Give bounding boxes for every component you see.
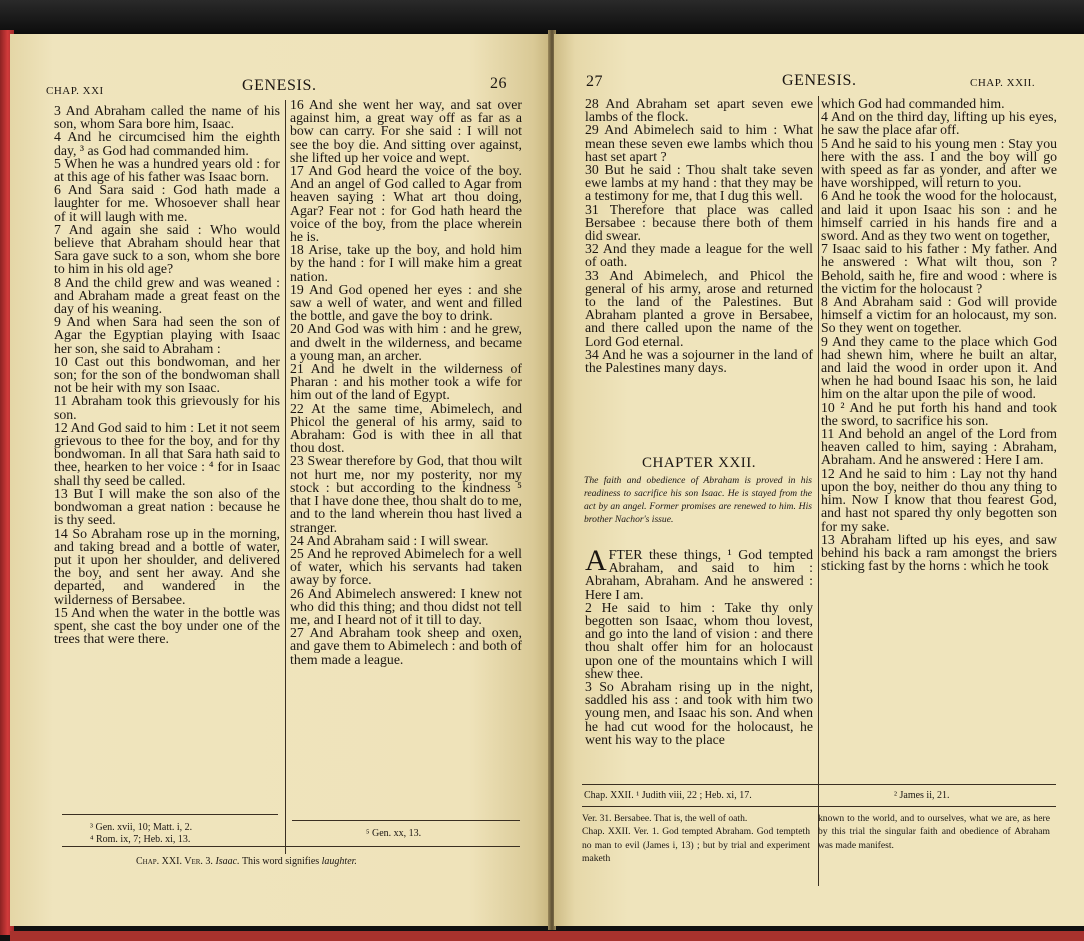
column-rule bbox=[818, 96, 819, 886]
verse: 18 Arise, take up the boy, and hold him by the hand : for I will make him a great nation. bbox=[290, 242, 522, 284]
text-column-2 bbox=[821, 97, 1057, 572]
verse: FTER these things, ¹ God tempted Abraham, and said to him : Abraham, Abraham. And he answered : Here I am. bbox=[585, 547, 813, 602]
running-head-chapter: CHAP. XXI bbox=[46, 85, 104, 97]
verse: which God had commanded him. bbox=[821, 96, 1005, 111]
verse: 26 And Abimelech answered: I knew not who did this thing; and thou didst not tell me, and I heard not of it till to day. bbox=[290, 585, 522, 627]
footnote: ⁵ Gen. xx, 13. bbox=[366, 828, 422, 839]
note-meaning: laughter. bbox=[321, 856, 357, 867]
verse: 13 Abraham lifted up his eyes, and saw behind his back a ram amongst the briers sticking fast by the horns : which he took bbox=[821, 531, 1057, 574]
footnote-column-2: ² James ii, 21. bbox=[894, 790, 950, 801]
column-rule bbox=[285, 100, 286, 854]
verse: 14 So Abraham rose up in the morning, and taking bread and a bottle of water, put it upon her shoulder, and delivered the boy, and sent her away. And she departed, and wandered in the wilderness of Bersabee. bbox=[54, 525, 280, 607]
verse: 22 At the same time, Abimelech, and Phicol the general of his army, said to Abraham: God is with thee in all that thou dost. bbox=[290, 400, 522, 456]
running-head-title: GENESIS. bbox=[782, 72, 857, 89]
text-column-1-chapter bbox=[585, 544, 813, 747]
text-column-1 bbox=[54, 104, 280, 645]
note: Ver. 31. Bersabee. That is, the well of oath. bbox=[582, 813, 748, 824]
verse: 11 Abraham took this grievously for his son. bbox=[54, 393, 280, 422]
page-number: 27 bbox=[586, 73, 603, 90]
chapter-summary: The faith and obedience of Abraham is proved in his readiness to sacrifice his son Isaac. He is stayed from the act by an angel. Former promises are renewed to him. His brother Nachor's issue. bbox=[584, 475, 812, 525]
verse: 4 And on the third day, lifting up his eyes, he saw the place afar off. bbox=[821, 109, 1057, 138]
chapter-heading: CHAPTER XXII. bbox=[642, 455, 756, 471]
text-column-2 bbox=[290, 98, 522, 666]
verse: 10 ² And he put forth his hand and took the sword, to sacrifice his son. bbox=[821, 399, 1057, 428]
footnote-rule bbox=[582, 784, 1056, 785]
drop-cap: A bbox=[585, 544, 607, 577]
note-rule bbox=[62, 846, 520, 847]
verse: 12 And God said to him : Let it not seem grievous to thee for the boy, and for thy bondwoman. In all that Sara hath said to thee, hearken to her voice : ⁴ for in Isaac shall thy seed be called. bbox=[54, 419, 280, 488]
footnote: ³ Gen. xvii, 10; Matt. i, 2. bbox=[90, 822, 193, 833]
verse: 21 And he dwelt in the wilderness of Pharan : and his mother took a wife for him out of the land of Egypt. bbox=[290, 361, 522, 403]
verse: 6 And Sara said : God hath made a laughter for me. Whosoever shall hear of it will laugh with me. bbox=[54, 182, 280, 224]
bottom-note bbox=[136, 856, 516, 868]
verse: 17 And God heard the voice of the boy. And an angel of God called to Agar from heaven saying : What art thou doing, Agar? Fear not : for God hath heard the voice of the boy, from the place wherein he is. bbox=[290, 163, 522, 245]
verse: 27 And Abraham took sheep and oxen, and gave them to Abimelech : and both of them made a league. bbox=[290, 625, 522, 667]
verse: 15 And when the water in the bottle was spent, she cast the boy under one of the trees that were there. bbox=[54, 604, 280, 647]
footnote-rule bbox=[292, 820, 520, 821]
verse: 5 And he said to his young men : Stay you here with the ass. I and the boy will go with speed as far as yonder, and after we have worshipped, will return to you. bbox=[821, 135, 1057, 191]
note-text: This word signifies bbox=[241, 856, 320, 867]
verse: 9 And when Sara had seen the son of Agar the Egyptian playing with Isaac her son, she said to Abraham : bbox=[54, 314, 280, 356]
verse: 13 But I will make the son also of the bondwoman a great nation : because he is thy seed. bbox=[54, 485, 280, 528]
verse: 29 And Abimelech said to him : What mean these seven ewe lambs which thou hast set apart ? bbox=[585, 122, 813, 164]
verse: 24 And Abraham said : I will swear. bbox=[290, 532, 489, 548]
left-page bbox=[10, 34, 550, 926]
note-rule bbox=[582, 806, 1056, 807]
explanatory-note-column-2: known to the world, and to ourselves, what we are, as here by this trial the singular faith and obedience of Abraham was made manifest. bbox=[818, 813, 1050, 851]
running-head-chapter: CHAP. XXII. bbox=[970, 77, 1036, 89]
verse: 7 And again she said : Who would believe that Abraham should hear that Sara gave suck to a son, whom she bore to him in his old age? bbox=[54, 221, 280, 277]
page-number: 26 bbox=[490, 75, 507, 92]
verse: 11 And behold an angel of the Lord from heaven called to him, saying : Abraham, Abraham. And he answered : Here I am. bbox=[821, 426, 1057, 468]
verse: 8 And Abraham said : God will provide himself a victim for an holocaust, my son. So they went on together. bbox=[821, 294, 1057, 336]
verse: 16 And she went her way, and sat over against him, a great way off as far as a bow can carry. For she said : I will not see the boy die. And sitting over against, she lifted up her voice and wept. bbox=[290, 97, 522, 165]
verse: 30 But he said : Thou shalt take seven ewe lambs at my hand : that they may be a testimony for me, that I dug this well. bbox=[585, 162, 813, 204]
footnote: ⁴ Rom. ix, 7; Heb. xi, 13. bbox=[90, 834, 191, 845]
footnotes-column-1 bbox=[90, 822, 280, 846]
running-head-title: GENESIS. bbox=[242, 77, 317, 94]
verse: 9 And they came to the place which God had shewn him, where he built an altar, and laid the wood in order upon it. And when he had bound Isaac his son, he laid him on the altar upon the pile of wood. bbox=[821, 333, 1057, 402]
verse: 34 And he was a sojourner in the land of the Palestines many days. bbox=[585, 346, 813, 376]
chapter-opening bbox=[585, 544, 813, 602]
verse: 31 Therefore that place was called Bersabee : because there both of them did swear. bbox=[585, 201, 813, 244]
verse: 6 And he took the wood for the holocaust, and laid it upon Isaac his son : and he himself carried in his hands fire and a sword. And as they two went on together, bbox=[821, 188, 1057, 244]
verse: 8 And the child grew and was weaned : and Abraham made a great feast on the day of his weaning. bbox=[54, 274, 280, 317]
verse: 2 He said to him : Take thy only begotten son Isaac, whom thou lovest, and go into the land of vision : and there thou shalt offer him for an holocaust upon one of the mountains which I will shew thee. bbox=[585, 599, 813, 681]
verse: 28 And Abraham set apart seven ewe lambs of the flock. bbox=[585, 96, 813, 125]
verse: 7 Isaac said to his father : My father. And he answered : What wilt thou, son ? Behold, saith he, fire and wood : where is the victim for the holocaust ? bbox=[821, 241, 1057, 296]
note: Chap. XXII. Ver. 1. God tempted Abraham. God tempteth no man to evil (James i, 13) ; but by trial and experiment maketh bbox=[582, 826, 810, 865]
red-page-edge-bottom bbox=[10, 931, 1084, 941]
verse: 23 Swear therefore by God, that thou wilt not hurt me, nor my posterity, nor my stock : but according to the kindness ⁵ that I have done thee, thou shalt do to me, and to the land wherein thou hast lived a stranger. bbox=[290, 453, 522, 535]
verse: 3 And Abraham called the name of his son, whom Sara bore him, Isaac. bbox=[54, 103, 280, 132]
verse: 4 And he circumcised him the eighth day, ³ as God had commanded him. bbox=[54, 129, 280, 158]
footnote-column-1: Chap. XXII. ¹ Judith viii, 22 ; Heb. xi, 17. bbox=[584, 790, 752, 801]
right-page bbox=[554, 34, 1084, 926]
verse: 33 And Abimelech, and Phicol the general of his army, arose and returned to the land of the Palestines. But Abraham planted a grove in Bersabee, and there called upon the name of the Lord God eternal. bbox=[585, 267, 813, 349]
text-column-1 bbox=[585, 97, 813, 374]
verse: 12 And he said to him : Lay not thy hand upon the boy, neither do thou any thing to him. Now I know that thou fearest God, and hast not spared thy only begotten son for my sake. bbox=[821, 465, 1057, 534]
verse: 32 And they made a league for the well of oath. bbox=[585, 241, 813, 270]
footnotes-column-2 bbox=[366, 828, 506, 840]
verse: 5 When he was a hundred years old : for at this age of his father was Isaac born. bbox=[54, 155, 280, 185]
book-cover-top bbox=[0, 0, 1084, 34]
note-word: Isaac. bbox=[215, 856, 240, 867]
explanatory-note-column-1 bbox=[582, 812, 810, 866]
verse: 20 And God was with him : and he grew, and dwelt in the wilderness, and became a young man, an archer. bbox=[290, 321, 522, 363]
verse: 19 And God opened her eyes : and she saw a well of water, and went and filled the bottle, and gave the boy to drink. bbox=[290, 281, 522, 324]
verse: 25 And he reproved Abimelech for a well of water, which his servants had taken away by force. bbox=[290, 545, 522, 588]
verse: 3 So Abraham rising up in the night, saddled his ass : and took with him two young men, and Isaac his son. And when he had cut wood for the holocaust, he went his way to the place bbox=[585, 679, 813, 747]
verse: 10 Cast out this bondwoman, and her son; for the son of the bondwoman shall not be heir with my son Isaac. bbox=[54, 353, 280, 396]
footnote-rule bbox=[62, 814, 278, 815]
note-ref: Chap. XXI. Ver. 3. bbox=[136, 856, 213, 867]
